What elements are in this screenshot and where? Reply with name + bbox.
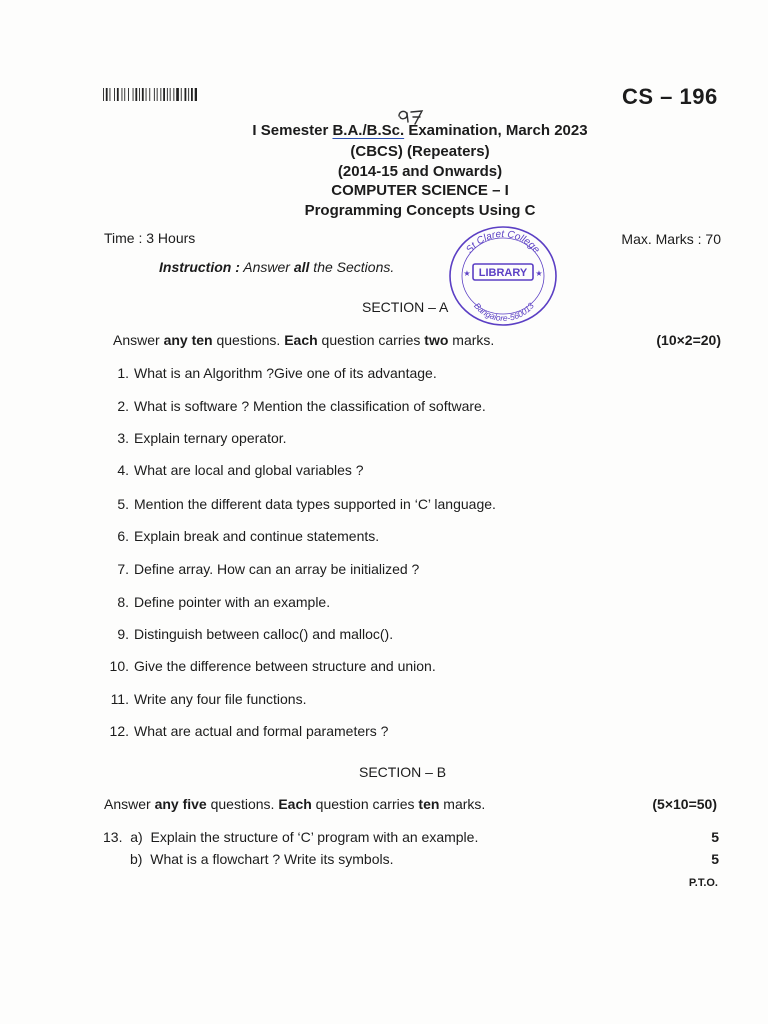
barcode <box>103 88 197 101</box>
exam-title-line: I Semester B.A./B.Sc. Examination, March 2023 <box>252 122 588 139</box>
section-a-title: SECTION – A <box>362 299 449 315</box>
library-stamp <box>446 221 560 327</box>
degree-text: B.A./B.Sc. <box>332 122 405 139</box>
question-item: 2. What is software ? Mention the classification of software. <box>117 398 486 414</box>
section-a-instruction: Answer any ten questions. Each question carries two marks. <box>113 332 495 348</box>
question-item: 9. Distinguish between calloc() and malloc(). <box>117 626 394 642</box>
pto-label: P.T.O. <box>688 877 718 889</box>
batch-line: (2014-15 and Onwards) <box>337 163 503 180</box>
section-b-instruction: Answer any five questions. Each question carries ten marks. <box>104 796 486 812</box>
question-13b: b) What is a flowchart ? Write its symbols. <box>130 851 394 867</box>
svg-text:★: ★ <box>535 269 543 278</box>
question-item: 5. Mention the different data types supported in ‘C’ language. <box>117 496 496 512</box>
paper-title-line: Programming Concepts Using C <box>304 202 536 219</box>
question-item: 8. Define pointer with an example. <box>117 594 331 610</box>
question-13a: 13. a) Explain the structure of ‘C’ program with an example. <box>103 829 479 845</box>
question-13a-marks: 5 <box>711 829 719 845</box>
question-item: 11. Write any four file functions. <box>110 691 307 707</box>
subject-line: COMPUTER SCIENCE – I <box>331 182 509 199</box>
paper-code: CS – 196 <box>622 84 718 109</box>
question-item: 12. What are actual and formal parameters ? <box>109 723 389 739</box>
svg-text:LIBRARY: LIBRARY <box>478 267 528 279</box>
section-b-title: SECTION – B <box>359 764 447 780</box>
question-item: 4. What are local and global variables ? <box>117 462 364 478</box>
scheme-line: (CBCS) (Repeaters) <box>350 143 490 160</box>
question-item: 6. Explain break and continue statements. <box>117 528 380 544</box>
section-b-marks: (5×10=50) <box>652 796 717 812</box>
instruction: Instruction : Answer all the Sections. <box>159 259 395 275</box>
question-13b-marks: 5 <box>711 851 719 867</box>
time-duration: Time : 3 Hours <box>104 230 196 246</box>
svg-text:★: ★ <box>463 269 471 278</box>
svg-text:St Claret College: St Claret College <box>464 228 542 256</box>
question-item: 3. Explain ternary operator. <box>117 430 287 446</box>
question-item: 10. Give the difference between structure and union. <box>109 658 436 674</box>
svg-text:Bangalore-560013: Bangalore-560013 <box>472 300 536 324</box>
section-a-marks: (10×2=20) <box>656 332 721 348</box>
question-item: 7. Define array. How can an array be initialized ? <box>117 561 420 577</box>
max-marks: Max. Marks : 70 <box>621 231 721 247</box>
svg-text:27: 27 <box>396 100 398 101</box>
question-item: 1. What is an Algorithm ?Give one of its advantage. <box>117 365 437 381</box>
